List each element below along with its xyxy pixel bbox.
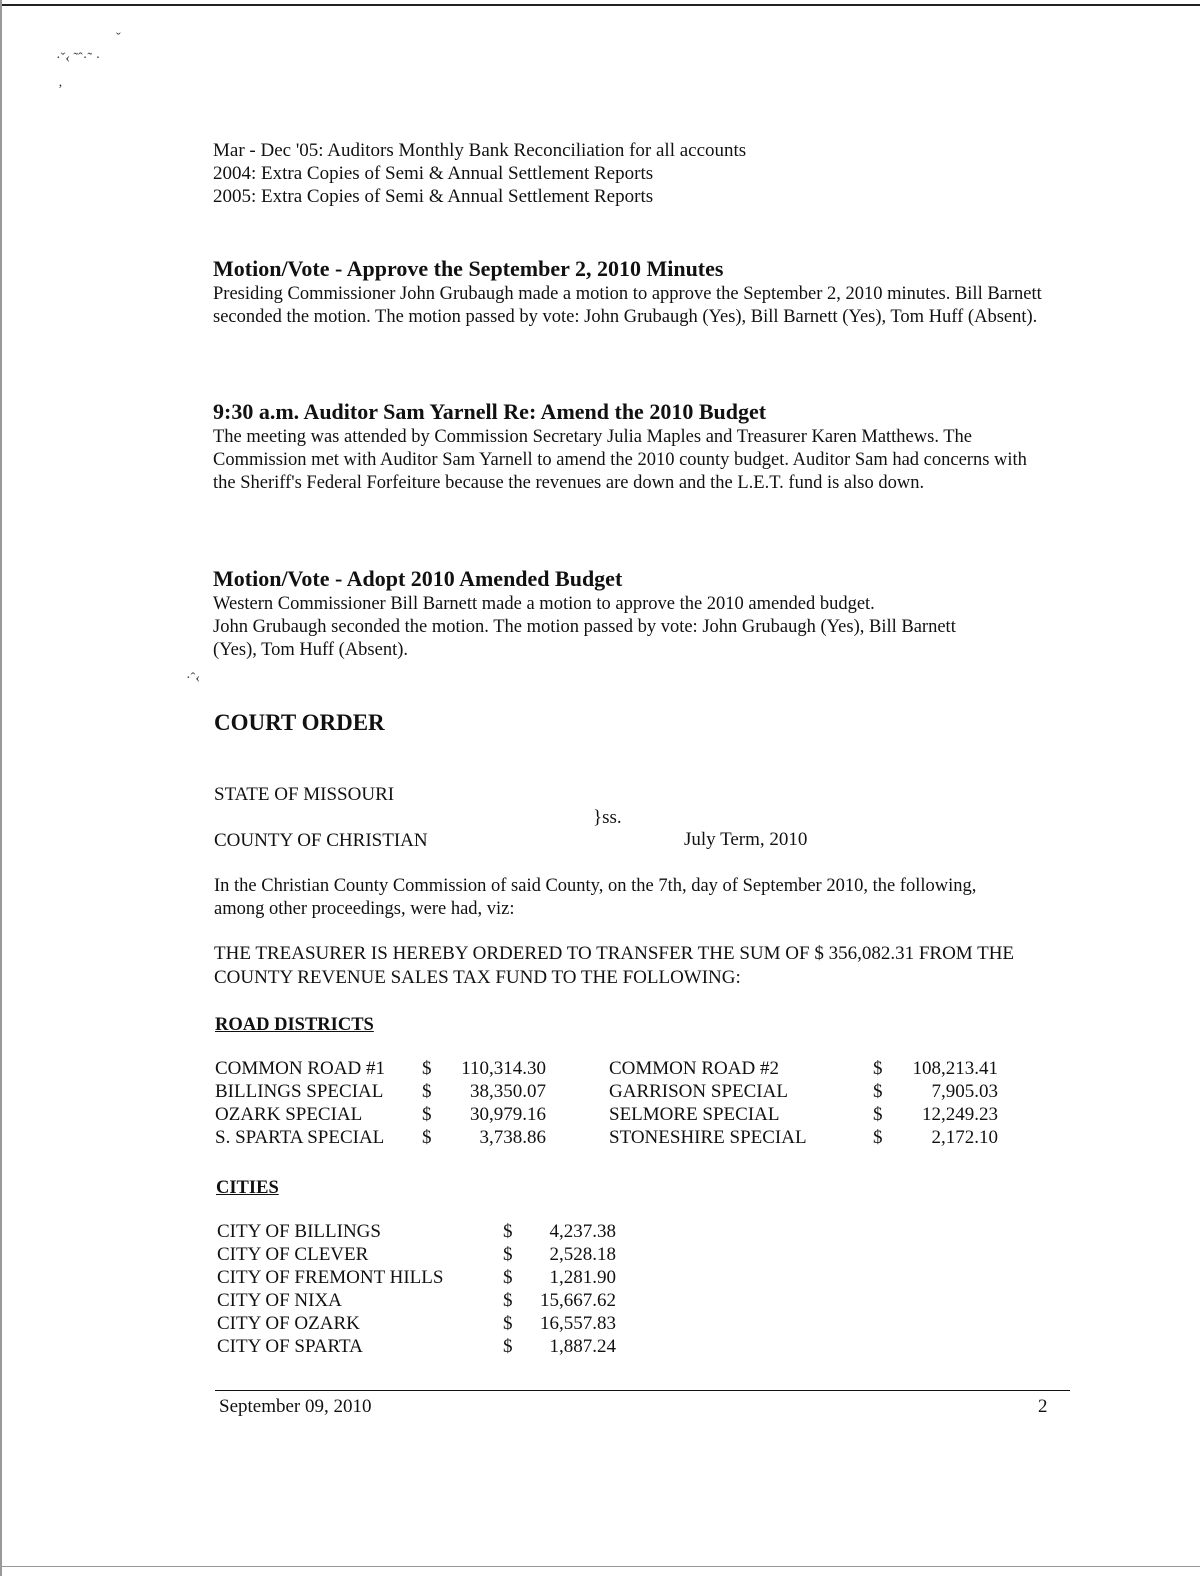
section-body: Presiding Commissioner John Grubaugh made a motion to approve the September 2, 2010 minutes. Bill Barnett seconded the motion. The motion passed by vote: John Grubaugh (Yes), Bill Barnett (Yes), Tom Huff (Absent). xyxy=(213,284,1042,327)
district-name: COMMON ROAD #2 xyxy=(609,1058,779,1079)
footer-rule xyxy=(215,1390,1070,1391)
currency-symbol: $ xyxy=(873,1104,883,1125)
currency-symbol: $ xyxy=(873,1081,883,1102)
city-amount: 1,281.90 xyxy=(549,1267,616,1288)
road-districts-title: ROAD DISTRICTS xyxy=(215,1015,374,1035)
currency-symbol: $ xyxy=(422,1104,432,1125)
city-name: CITY OF CLEVER xyxy=(217,1244,369,1265)
section-heading: 9:30 a.m. Auditor Sam Yarnell Re: Amend the 2010 Budget xyxy=(213,399,767,424)
header-line: Mar - Dec '05: Auditors Monthly Bank Reconciliation for all accounts xyxy=(213,140,747,161)
currency-symbol: $ xyxy=(873,1127,883,1148)
city-name: CITY OF BILLINGS xyxy=(217,1221,381,1242)
cities-title: CITIES xyxy=(216,1178,279,1198)
page-number: 2 xyxy=(1038,1396,1048,1417)
currency-symbol: $ xyxy=(503,1313,513,1334)
currency-symbol: $ xyxy=(503,1267,513,1288)
currency-symbol: $ xyxy=(503,1221,513,1242)
district-amount: 3,738.86 xyxy=(479,1127,546,1148)
district-amount: 108,213.41 xyxy=(912,1058,998,1079)
district-name: S. SPARTA SPECIAL xyxy=(215,1127,385,1148)
city-name: CITY OF FREMONT HILLS xyxy=(217,1267,444,1288)
district-amount: 30,979.16 xyxy=(470,1104,546,1125)
city-amount: 4,237.38 xyxy=(549,1221,616,1242)
currency-symbol: $ xyxy=(422,1081,432,1102)
section-heading: Motion/Vote - Adopt 2010 Amended Budget xyxy=(213,566,623,591)
scan-edge-top xyxy=(0,4,1200,6)
currency-symbol: $ xyxy=(422,1058,432,1079)
section-body: The meeting was attended by Commission Secretary Julia Maples and Treasurer Karen Matthews. The Commission met with Auditor Sam Yarnell to amend the 2010 county budget. Auditor Sam had concerns with the Sheriff's Federal Forfeiture because the revenues are down and the L.E.T. fund is also down. xyxy=(213,427,1027,493)
city-name: CITY OF OZARK xyxy=(217,1313,360,1334)
section-body-line: John Grubaugh seconded the motion. The motion passed by vote: John Grubaugh (Yes), Bill Barnett xyxy=(213,617,956,637)
currency-symbol: $ xyxy=(503,1336,513,1357)
district-name: STONESHIRE SPECIAL xyxy=(609,1127,807,1148)
court-order-title: COURT ORDER xyxy=(214,710,385,735)
district-name: BILLINGS SPECIAL xyxy=(215,1081,384,1102)
scan-speck: ˇ xyxy=(116,31,121,46)
district-name: COMMON ROAD #1 xyxy=(215,1058,385,1079)
section-body-line: (Yes), Tom Huff (Absent). xyxy=(213,640,409,660)
county-line: COUNTY OF CHRISTIAN xyxy=(214,830,428,851)
district-name: SELMORE SPECIAL xyxy=(609,1104,780,1125)
scan-edge-bottom xyxy=(0,1566,1200,1567)
state-line: STATE OF MISSOURI xyxy=(214,784,395,805)
section-heading: Motion/Vote - Approve the September 2, 2010 Minutes xyxy=(213,256,724,281)
scan-speck: ‚ xyxy=(58,75,63,90)
city-amount: 1,887.24 xyxy=(549,1336,616,1357)
order-line: COUNTY REVENUE SALES TAX FUND TO THE FOLLOWING: xyxy=(214,967,741,988)
section-body-line: Western Commissioner Bill Barnett made a motion to approve the 2010 amended budget. xyxy=(213,594,875,614)
footer-date: September 09, 2010 xyxy=(219,1396,372,1417)
city-amount: 16,557.83 xyxy=(540,1313,616,1334)
scan-speck: ·ˇ‹ ˜ˆ·˜ · xyxy=(56,51,101,66)
currency-symbol: $ xyxy=(422,1127,432,1148)
district-amount: 2,172.10 xyxy=(931,1127,998,1148)
district-amount: 12,249.23 xyxy=(922,1104,998,1125)
currency-symbol: $ xyxy=(503,1290,513,1311)
order-line: THE TREASURER IS HEREBY ORDERED TO TRANSFER THE SUM OF $ 356,082.31 FROM THE xyxy=(214,943,1015,964)
city-name: CITY OF SPARTA xyxy=(217,1336,363,1357)
district-name: GARRISON SPECIAL xyxy=(609,1081,788,1102)
city-amount: 2,528.18 xyxy=(549,1244,616,1265)
currency-symbol: $ xyxy=(873,1058,883,1079)
city-name: CITY OF NIXA xyxy=(217,1290,342,1311)
term-line: July Term, 2010 xyxy=(684,829,808,850)
header-line: 2005: Extra Copies of Semi & Annual Settlement Reports xyxy=(213,186,654,207)
header-line: 2004: Extra Copies of Semi & Annual Settlement Reports xyxy=(213,163,654,184)
intro-line: among other proceedings, were had, viz: xyxy=(214,899,515,919)
district-amount: 38,350.07 xyxy=(470,1081,546,1102)
ss-mark: }ss. xyxy=(593,807,622,828)
city-amount: 15,667.62 xyxy=(540,1290,616,1311)
scan-edge-left xyxy=(0,0,2,1576)
scan-speck: ·ˆ‹ xyxy=(186,671,200,686)
intro-line: In the Christian County Commission of said County, on the 7th, day of September 2010, the following, xyxy=(214,876,977,896)
district-amount: 7,905.03 xyxy=(931,1081,998,1102)
currency-symbol: $ xyxy=(503,1244,513,1265)
district-name: OZARK SPECIAL xyxy=(215,1104,363,1125)
district-amount: 110,314.30 xyxy=(461,1058,546,1079)
